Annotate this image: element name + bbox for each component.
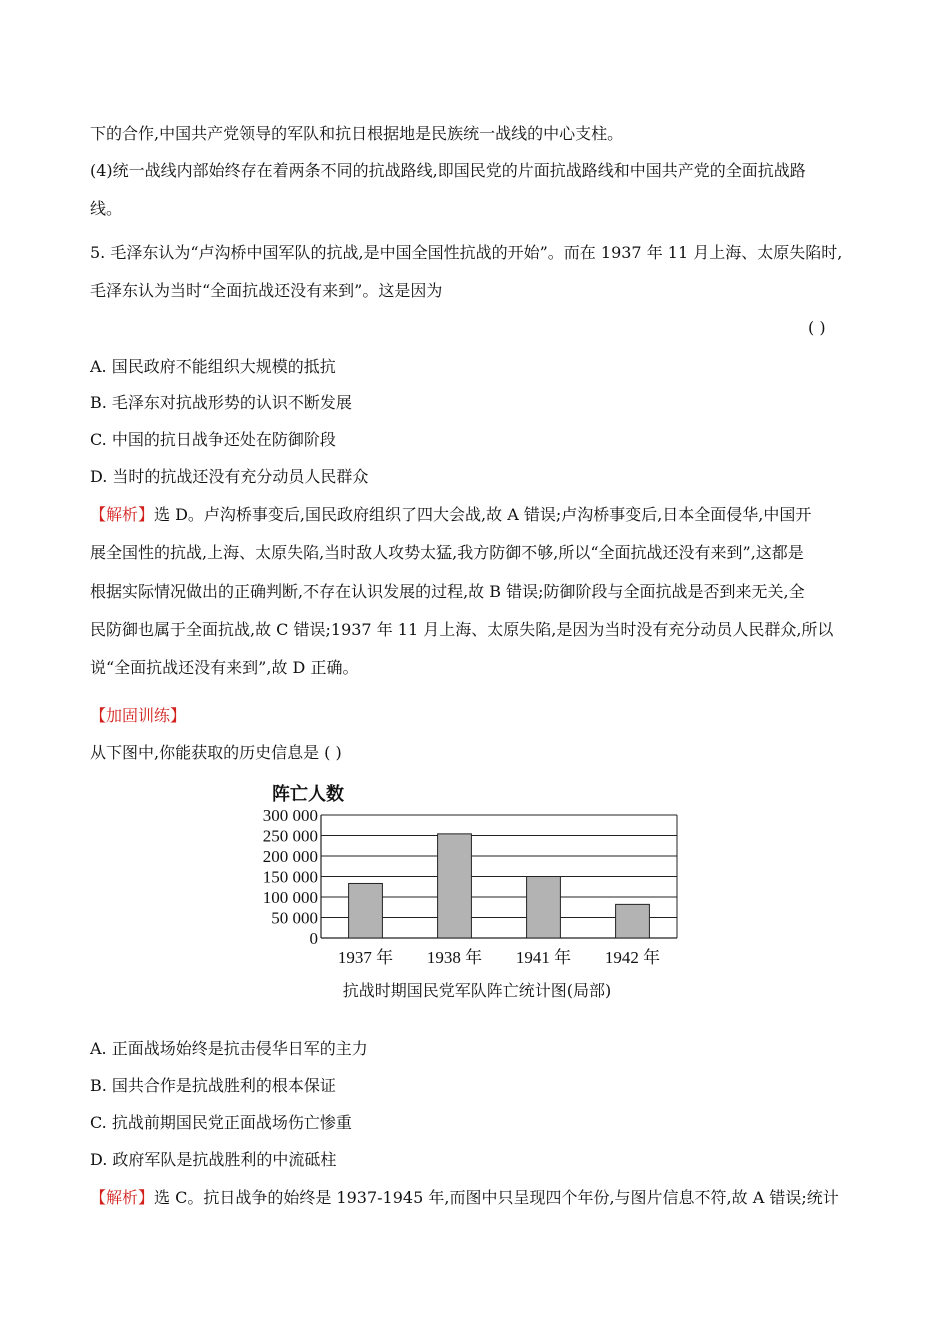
y-tick-label: 50 000 xyxy=(271,908,318,928)
x-category-label: 1938 年 xyxy=(426,948,483,967)
question-5-option-d: D. 当时的抗战还没有充分动员人民群众 xyxy=(90,467,369,486)
y-tick-label: 300 000 xyxy=(262,806,318,825)
chart-title: 阵亡人数 xyxy=(272,784,344,805)
chart-question-stem: 从下图中,你能获取的历史信息是 ( ) xyxy=(90,743,342,762)
y-tick-label: 150 000 xyxy=(262,867,318,887)
casualty-bar-chart xyxy=(262,778,692,1008)
analysis-text: 选 D。卢沟桥事变后,国民政府组织了四大会战,故 A 错误;卢沟桥事变后,日本全面侵华,中国开 xyxy=(154,505,812,524)
text-line-3: 线。 xyxy=(90,199,123,218)
y-tick-label: 0 xyxy=(309,929,318,948)
question-5-stem-1: 5. 毛泽东认为“卢沟桥中国军队的抗战,是中国全国性抗战的开始”。而在 1937 年 11 月上海、太原失陷时, xyxy=(90,243,843,262)
question-5-analysis-1 xyxy=(90,505,811,525)
x-category-label: 1942 年 xyxy=(604,948,661,967)
text-line-1: 下的合作,中国共产党领导的军队和抗日根据地是民族统一战线的中心支柱。 xyxy=(90,124,624,143)
y-tick-label: 100 000 xyxy=(262,888,318,907)
question-5-analysis-2: 展全国性的抗战,上海、太原失陷,当时敌人攻势太猛,我方防御不够,所以“全面抗战还没有来到”,这都是 xyxy=(90,543,804,562)
question-5-stem-2: 毛泽东认为当时“全面抗战还没有来到”。这是因为 xyxy=(90,281,443,300)
y-tick-label: 250 000 xyxy=(262,826,318,846)
bar xyxy=(349,883,383,938)
chart-svg xyxy=(262,778,692,978)
question-5-analysis-5: 说“全面抗战还没有来到”,故 D 正确。 xyxy=(90,658,359,677)
bar xyxy=(438,834,472,938)
text-line-2: (4)统一战线内部始终存在着两条不同的抗战路线,即国民党的片面抗战路线和中国共产党的全面抗战路 xyxy=(90,161,806,180)
analysis-text: 选 C。抗日战争的始终是 1937-1945 年,而图中只呈现四个年份,与图片信息不符,故 A 错误;统计 xyxy=(154,1188,839,1207)
x-category-label: 1941 年 xyxy=(515,948,572,967)
chart-question-option-d: D. 政府军队是抗战胜利的中流砥柱 xyxy=(90,1150,337,1169)
reinforce-training-heading: 【加固训练】 xyxy=(90,706,187,725)
bar xyxy=(616,904,650,938)
chart-question-analysis xyxy=(90,1188,839,1208)
question-5-option-c: C. 中国的抗日战争还处在防御阶段 xyxy=(90,430,336,449)
analysis-tag: 【解析】 xyxy=(90,505,155,524)
question-5-analysis-3: 根据实际情况做出的正确判断,不存在认识发展的过程,故 B 错误;防御阶段与全面抗战是否到来无关,全 xyxy=(90,582,805,601)
chart-caption: 抗战时期国民党军队阵亡统计图(局部) xyxy=(342,981,612,1000)
y-tick-label: 200 000 xyxy=(262,847,318,866)
analysis-tag: 【解析】 xyxy=(90,1188,155,1207)
question-5-option-b: B. 毛泽东对抗战形势的认识不断发展 xyxy=(90,393,352,412)
chart-question-option-b: B. 国共合作是抗战胜利的根本保证 xyxy=(90,1076,336,1095)
chart-question-option-a: A. 正面战场始终是抗击侵华日军的主力 xyxy=(90,1039,368,1058)
x-category-label: 1937 年 xyxy=(337,948,394,967)
question-5-answer-paren: ( ) xyxy=(808,318,826,337)
question-5-analysis-4: 民防御也属于全面抗战,故 C 错误;1937 年 11 月上海、太原失陷,是因为当时没有充分动员人民群众,所以 xyxy=(90,620,834,639)
bar xyxy=(527,877,561,939)
chart-question-option-c: C. 抗战前期国民党正面战场伤亡惨重 xyxy=(90,1113,352,1132)
question-5-option-a: A. 国民政府不能组织大规模的抵抗 xyxy=(90,357,336,376)
